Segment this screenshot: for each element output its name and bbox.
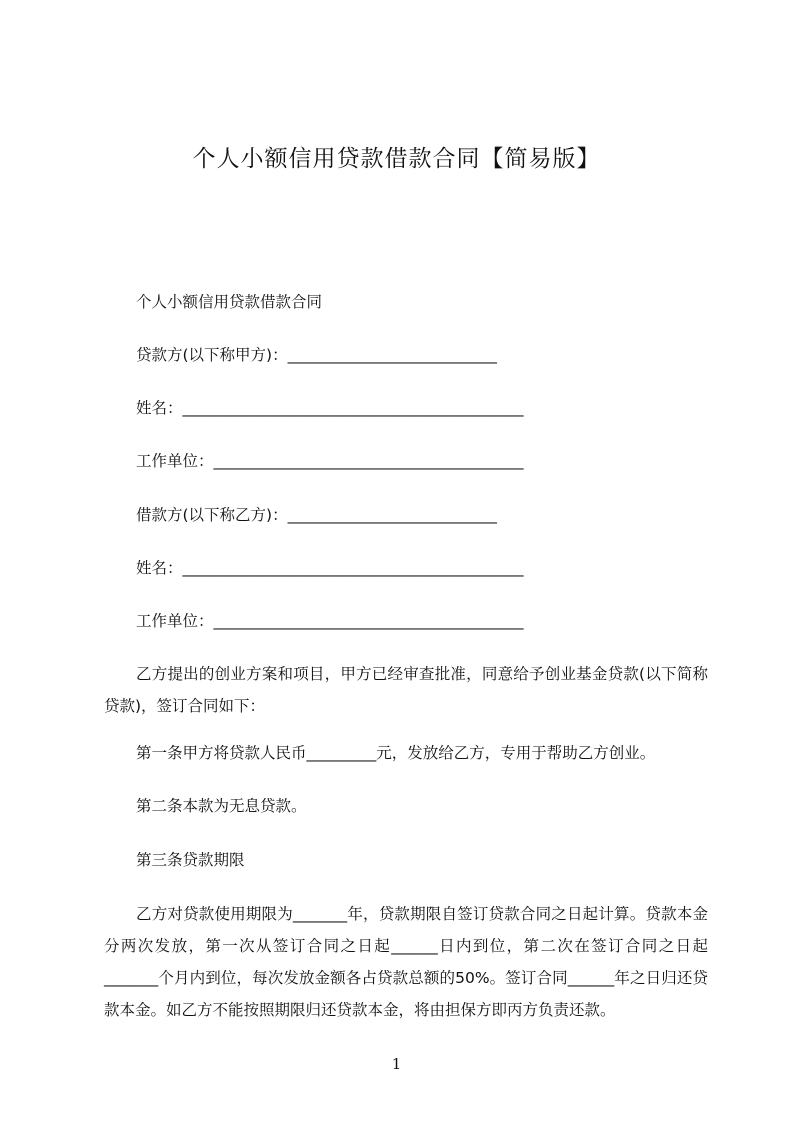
lender-field: 贷款方(以下称甲方)：___________________________ (136, 346, 497, 364)
article-2: 第二条本款为无息贷款。 (136, 797, 307, 815)
borrower-work-unit-field: 工作单位：________________________________________ (136, 612, 524, 630)
article-3-heading: 第三条贷款期限 (136, 851, 245, 869)
lender-work-unit-field: 工作单位：________________________________________ (136, 452, 524, 470)
contract-subtitle: 个人小额信用贷款借款合同 (136, 293, 323, 311)
intro-paragraph-block (104, 658, 708, 722)
page-number: 1 (391, 1055, 402, 1073)
borrower-field: 借款方(以下称乙方)：___________________________ (136, 506, 497, 524)
intro-paragraph: 乙方提出的创业方案和项目，甲方已经审查批准，同意给予创业基金贷款(以下简称贷款)，签订合同如下： (104, 665, 708, 715)
lender-name-field: 姓名：____________________________________________ (136, 399, 524, 417)
document-title: 个人小额信用贷款借款合同【简易版】 (192, 146, 601, 172)
borrower-name-field: 姓名：____________________________________________ (136, 559, 524, 577)
term-paragraph: 乙方对贷款使用期限为_______年，贷款期限自签订贷款合同之日起计算。贷款本金分两次发放，第一次从签订合同之日起______日内到位，第二次在签订合同之日起_______个月内到位，每次发放金额各占贷款总额的50%。签订合同______年之日归还贷款本金。如乙方不能按照期限归还贷款本金，将由担保方即丙方负责还款。 (104, 905, 708, 1019)
article-1: 第一条甲方将贷款人民币_________元，发放给乙方，专用于帮助乙方创业。 (136, 744, 656, 762)
term-paragraph-block (104, 898, 708, 1026)
